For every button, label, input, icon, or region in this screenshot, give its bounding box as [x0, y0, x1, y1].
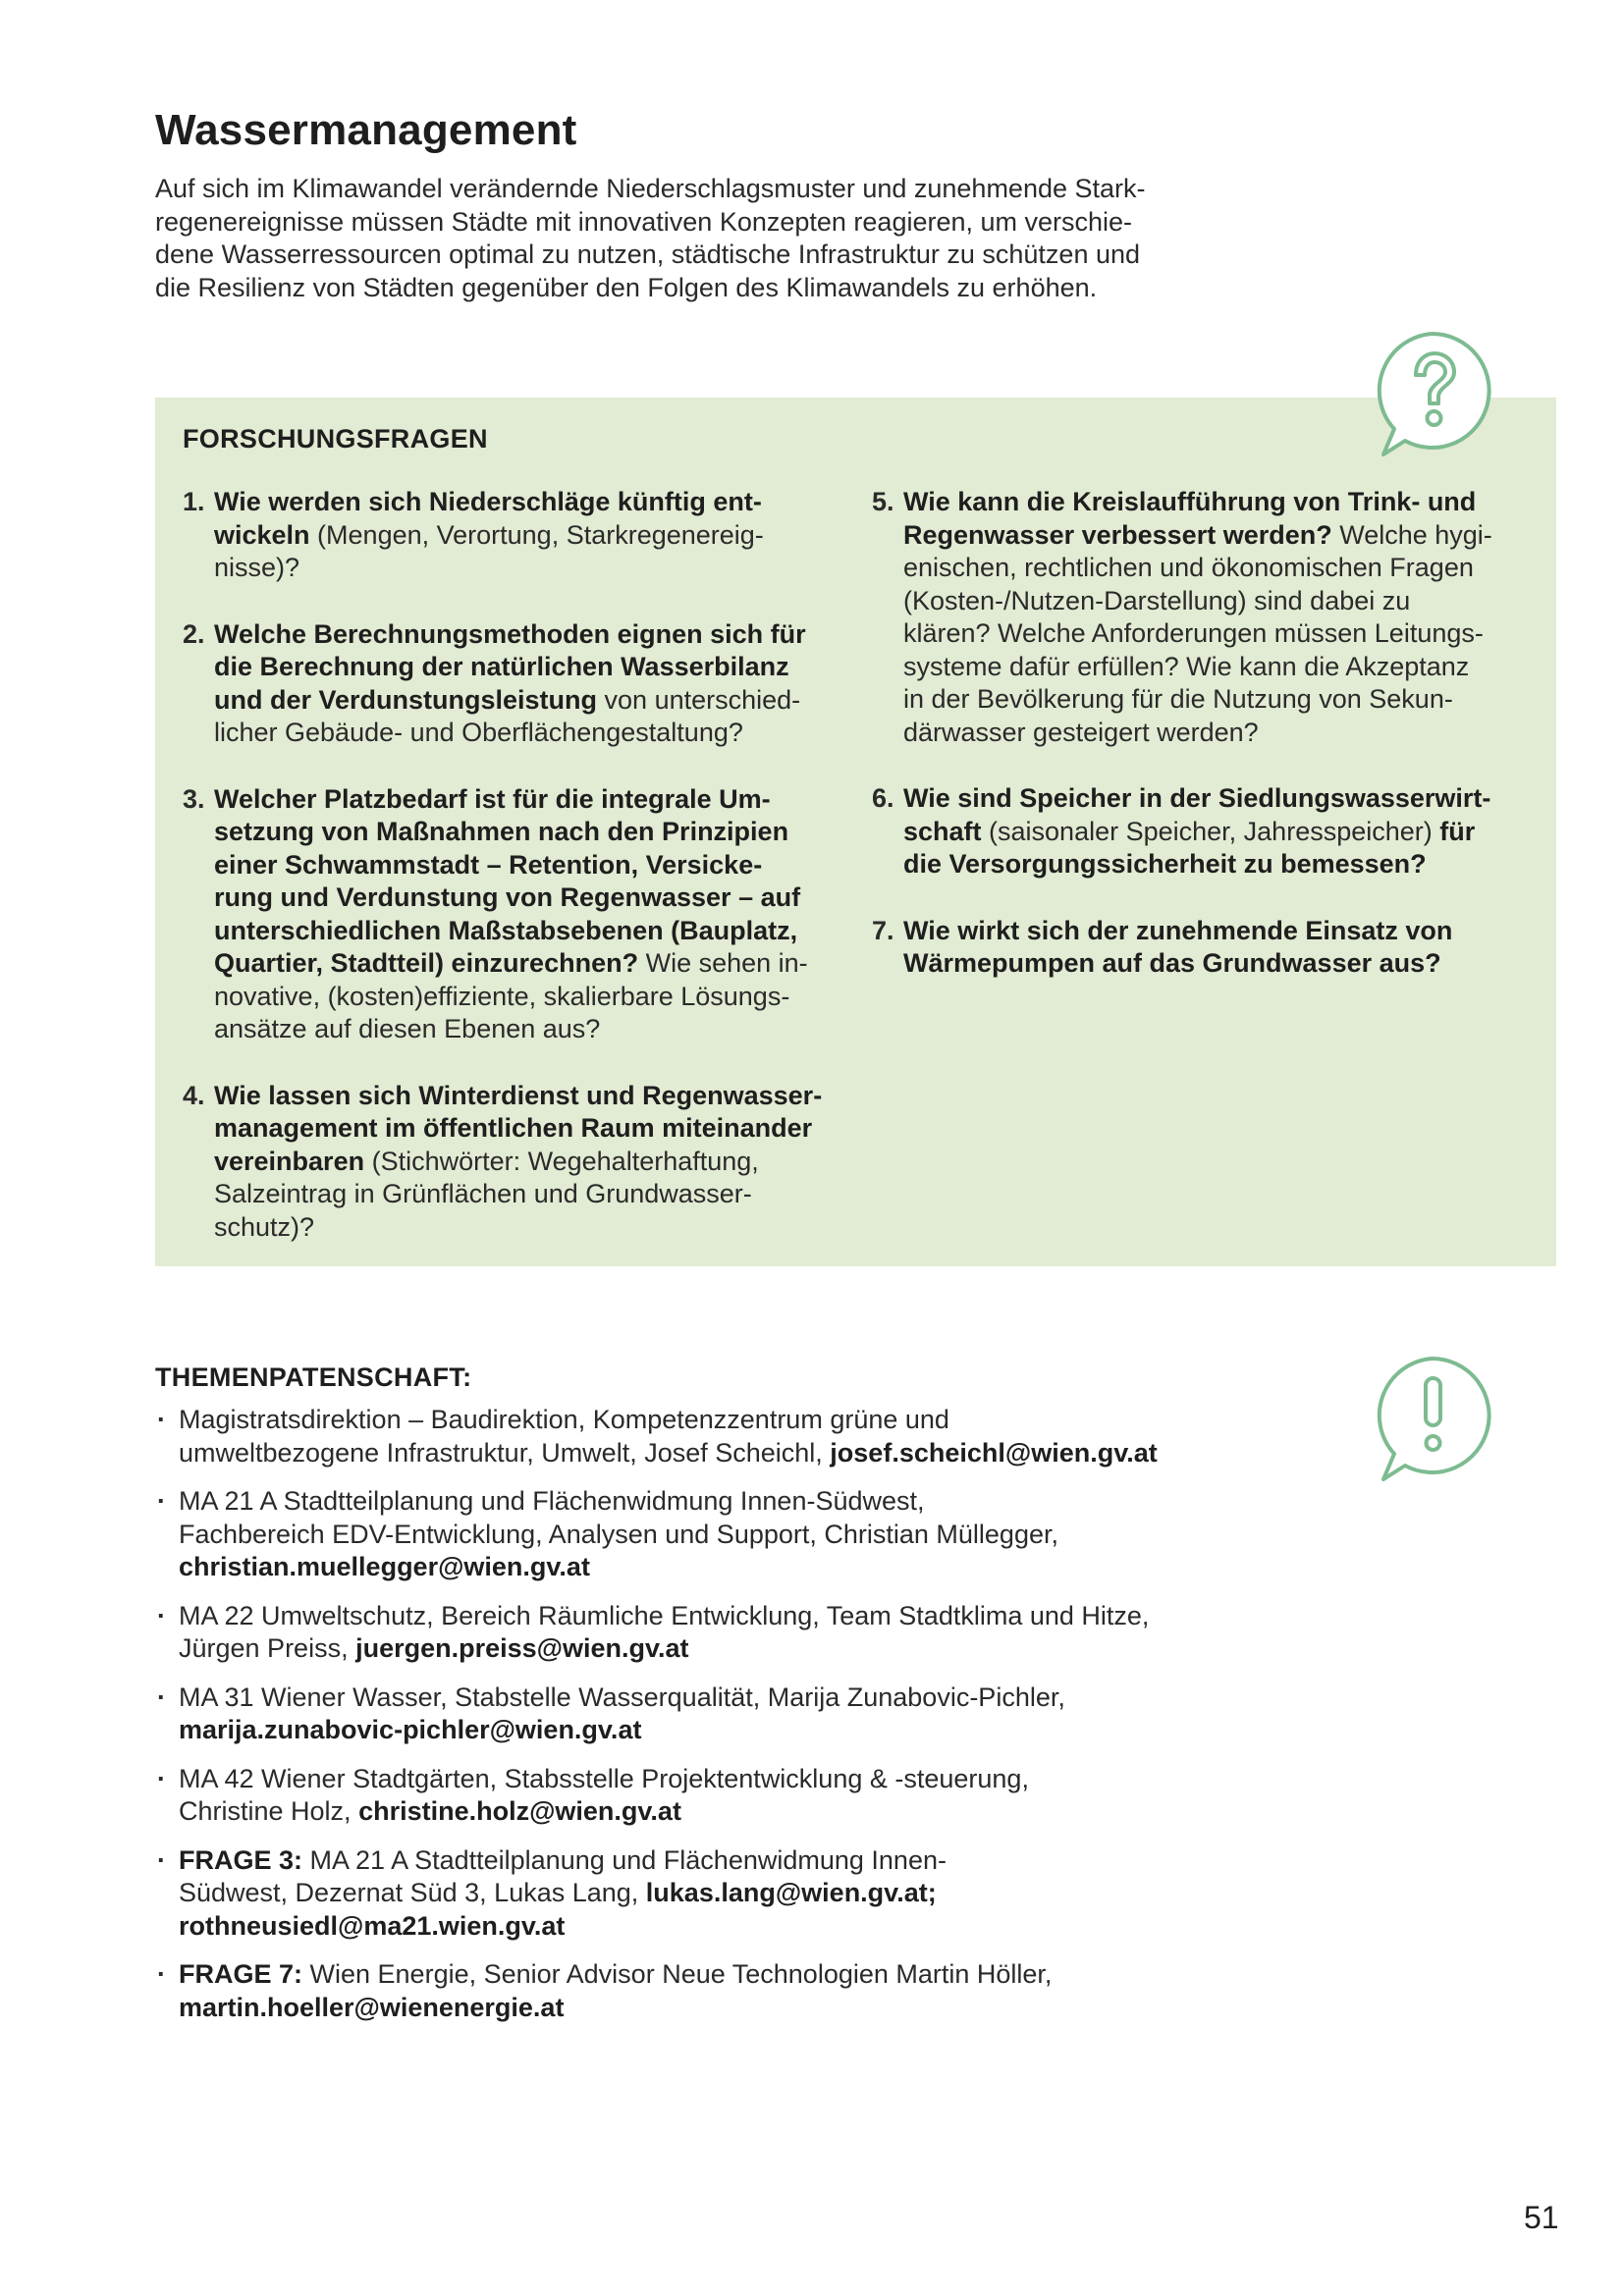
- question-text: nisse)?: [214, 553, 300, 582]
- contact-text: MA 42 Wiener Stadtgärten, Stabsstelle Projektentwicklung & -steuerung,: [179, 1763, 1029, 1793]
- contact-text: Südwest, Dezernat Süd 3, Lukas Lang,: [179, 1878, 646, 1907]
- contact-text: MA 31 Wiener Wasser, Stabstelle Wasserqualität, Marija Zunabovic-Pichler,: [179, 1682, 1065, 1712]
- research-heading: FORSCHUNGSFRAGEN: [183, 424, 488, 454]
- question-text-bold: für: [1439, 816, 1476, 846]
- intro-paragraph: [155, 173, 1225, 304]
- contact-item: [155, 1600, 1265, 1666]
- contact-email[interactable]: marija.zunabovic-pichler@wien.gv.at: [179, 1715, 642, 1744]
- question-text-bold: schaft: [903, 816, 982, 846]
- question-text: novative, (kosten)effiziente, skalierbare Lösungs-: [214, 981, 790, 1011]
- question-item: [183, 1080, 840, 1245]
- question-number: 6.: [872, 783, 894, 813]
- question-number: 2.: [183, 618, 205, 649]
- contact-list: [155, 1404, 1265, 2040]
- question-text-bold: die Versorgungssicherheit zu bemessen?: [903, 849, 1427, 879]
- question-text: von unterschied-: [597, 684, 801, 715]
- question-text-bold: management im öffentlichen Raum miteinander: [214, 1113, 813, 1143]
- contact-item: [155, 1404, 1265, 1469]
- question-text-bold: Wie lassen sich Winterdienst und Regenwasser-: [214, 1080, 823, 1110]
- question-text-bold: einer Schwammstadt – Retention, Versicke-: [214, 849, 763, 880]
- page-number: 51: [1524, 2200, 1559, 2235]
- question-number: 1.: [183, 487, 205, 516]
- question-text-bold: setzung von Maßnahmen nach den Prinzipien: [214, 817, 789, 846]
- contact-text: Fachbereich EDV-Entwicklung, Analysen und Support, Christian Müllegger,: [179, 1519, 1058, 1549]
- contact-item: [155, 1485, 1265, 1584]
- question-speech-bubble-icon: [1368, 329, 1497, 461]
- question-text-bold: Regenwasser verbessert werden?: [903, 519, 1332, 550]
- question-text-bold: Wie wirkt sich der zunehmende Einsatz von: [903, 915, 1453, 945]
- contact-text: MA 22 Umweltschutz, Bereich Räumliche Entwicklung, Team Stadtklima und Hitze,: [179, 1600, 1150, 1630]
- question-text-bold: und der Verdunstungsleistung: [214, 684, 598, 715]
- question-text: (saisonaler Speicher, Jahresspeicher): [981, 816, 1440, 846]
- contact-text: umweltbezogene Infrastruktur, Umwelt, Josef Scheichl,: [179, 1437, 831, 1468]
- contact-email[interactable]: rothneusiedl@ma21.wien.gv.at: [179, 1910, 566, 1941]
- question-text: därwasser gesteigert werden?: [903, 717, 1259, 747]
- question-text-bold: Welcher Platzbedarf ist für die integrale Um-: [214, 783, 771, 814]
- question-text: Wie sehen in-: [638, 948, 808, 978]
- contact-email[interactable]: josef.scheichl@wien.gv.at: [830, 1437, 1158, 1468]
- intro-line: dene Wasserressourcen optimal zu nutzen, städtische Infrastruktur zu schützen und: [155, 240, 1141, 269]
- contact-email[interactable]: lukas.lang@wien.gv.at;: [645, 1878, 937, 1907]
- contact-text: Jürgen Preiss,: [179, 1633, 356, 1663]
- question-text: enischen, rechtlichen und ökonomischen Fragen: [903, 553, 1474, 582]
- contact-text: Wien Energie, Senior Advisor Neue Technologien Martin Höller,: [302, 1959, 1053, 1989]
- contact-email[interactable]: martin.hoeller@wienenergie.at: [179, 1992, 565, 2022]
- question-number: 3.: [183, 783, 205, 814]
- contact-lead: FRAGE 7:: [179, 1959, 303, 1989]
- contact-item: [155, 1763, 1265, 1829]
- question-item: [183, 486, 840, 585]
- question-text-bold: rung und Verdunstung von Regenwasser – auf: [214, 882, 801, 912]
- question-text: systeme dafür erfüllen? Wie kann die Akzeptanz: [903, 651, 1470, 681]
- question-text-bold: Wie sind Speicher in der Siedlungswasserwirt-: [903, 783, 1491, 813]
- contact-email[interactable]: christine.holz@wien.gv.at: [358, 1796, 681, 1826]
- question-text-bold: die Berechnung der natürlichen Wasserbilanz: [214, 652, 789, 681]
- contact-email[interactable]: juergen.preiss@wien.gv.at: [355, 1633, 689, 1663]
- contact-item: [155, 1844, 1265, 1944]
- page-title: Wassermanagement: [155, 106, 577, 154]
- question-number: 5.: [872, 487, 894, 516]
- question-text: licher Gebäude- und Oberflächengestaltung?: [214, 718, 743, 747]
- intro-line: die Resilienz von Städten gegenüber den Folgen des Klimawandels zu erhöhen.: [155, 272, 1098, 302]
- intro-line: Auf sich im Klimawandel verändernde Niederschlagsmuster und zunehmende Stark-: [155, 174, 1146, 203]
- question-item: [183, 783, 840, 1046]
- question-text: in der Bevölkerung für die Nutzung von Sekun-: [903, 684, 1453, 714]
- contact-text: MA 21 A Stadtteilplanung und Flächenwidmung Innen-Südwest,: [179, 1486, 925, 1516]
- question-item: [872, 782, 1535, 881]
- question-text-bold: Welche Berechnungsmethoden eignen sich für: [214, 618, 806, 649]
- question-text: (Stichwörter: Wegehalterhaftung,: [364, 1146, 759, 1176]
- contact-item: [155, 1682, 1265, 1747]
- sponsorship-heading: THEMENPATENSCHAFT:: [155, 1362, 472, 1392]
- contact-text: MA 21 A Stadtteilplanung und Flächenwidmung Innen-: [302, 1844, 947, 1875]
- question-item: [872, 915, 1535, 981]
- question-text: (Mengen, Verortung, Starkregenereig-: [309, 519, 764, 550]
- question-text: Welche hygi-: [1331, 519, 1492, 550]
- question-text-bold: vereinbaren: [214, 1146, 365, 1176]
- exclamation-speech-bubble-icon: [1368, 1354, 1497, 1486]
- question-text-bold: Wärmepumpen auf das Grundwasser aus?: [903, 948, 1441, 978]
- question-text: schutz)?: [214, 1211, 315, 1242]
- questions-left-column: [183, 486, 840, 1277]
- contact-text: Magistratsdirektion – Baudirektion, Kompetenzzentrum grüne und: [179, 1405, 949, 1434]
- question-text-bold: unterschiedlichen Maßstabsebenen (Bauplatz,: [214, 915, 798, 945]
- question-text: (Kosten-/Nutzen-Darstellung) sind dabei zu: [903, 585, 1411, 615]
- question-text-bold: Quartier, Stadtteil) einzurechnen?: [214, 948, 639, 978]
- question-item: [183, 618, 840, 750]
- question-text: ansätze auf diesen Ebenen aus?: [214, 1014, 601, 1043]
- question-number: 4.: [183, 1080, 205, 1110]
- question-text-bold: wickeln: [214, 519, 310, 550]
- question-text-bold: Wie werden sich Niederschläge künftig ent-: [214, 487, 762, 516]
- contact-item: [155, 1958, 1265, 2024]
- contact-lead: FRAGE 3:: [179, 1844, 303, 1875]
- question-text-bold: Wie kann die Kreislaufführung von Trink- und: [903, 487, 1477, 516]
- intro-line: regenereignisse müssen Städte mit innovativen Konzepten reagieren, um verschie-: [155, 206, 1133, 237]
- question-text: klären? Welche Anforderungen müssen Leitungs-: [903, 618, 1484, 648]
- contact-text: Christine Holz,: [179, 1796, 359, 1826]
- question-text: Salzeintrag in Grünflächen und Grundwasser-: [214, 1179, 752, 1208]
- question-item: [872, 486, 1535, 749]
- contact-email[interactable]: christian.muellegger@wien.gv.at: [179, 1552, 590, 1581]
- questions-right-column: [872, 486, 1535, 1014]
- question-number: 7.: [872, 915, 894, 945]
